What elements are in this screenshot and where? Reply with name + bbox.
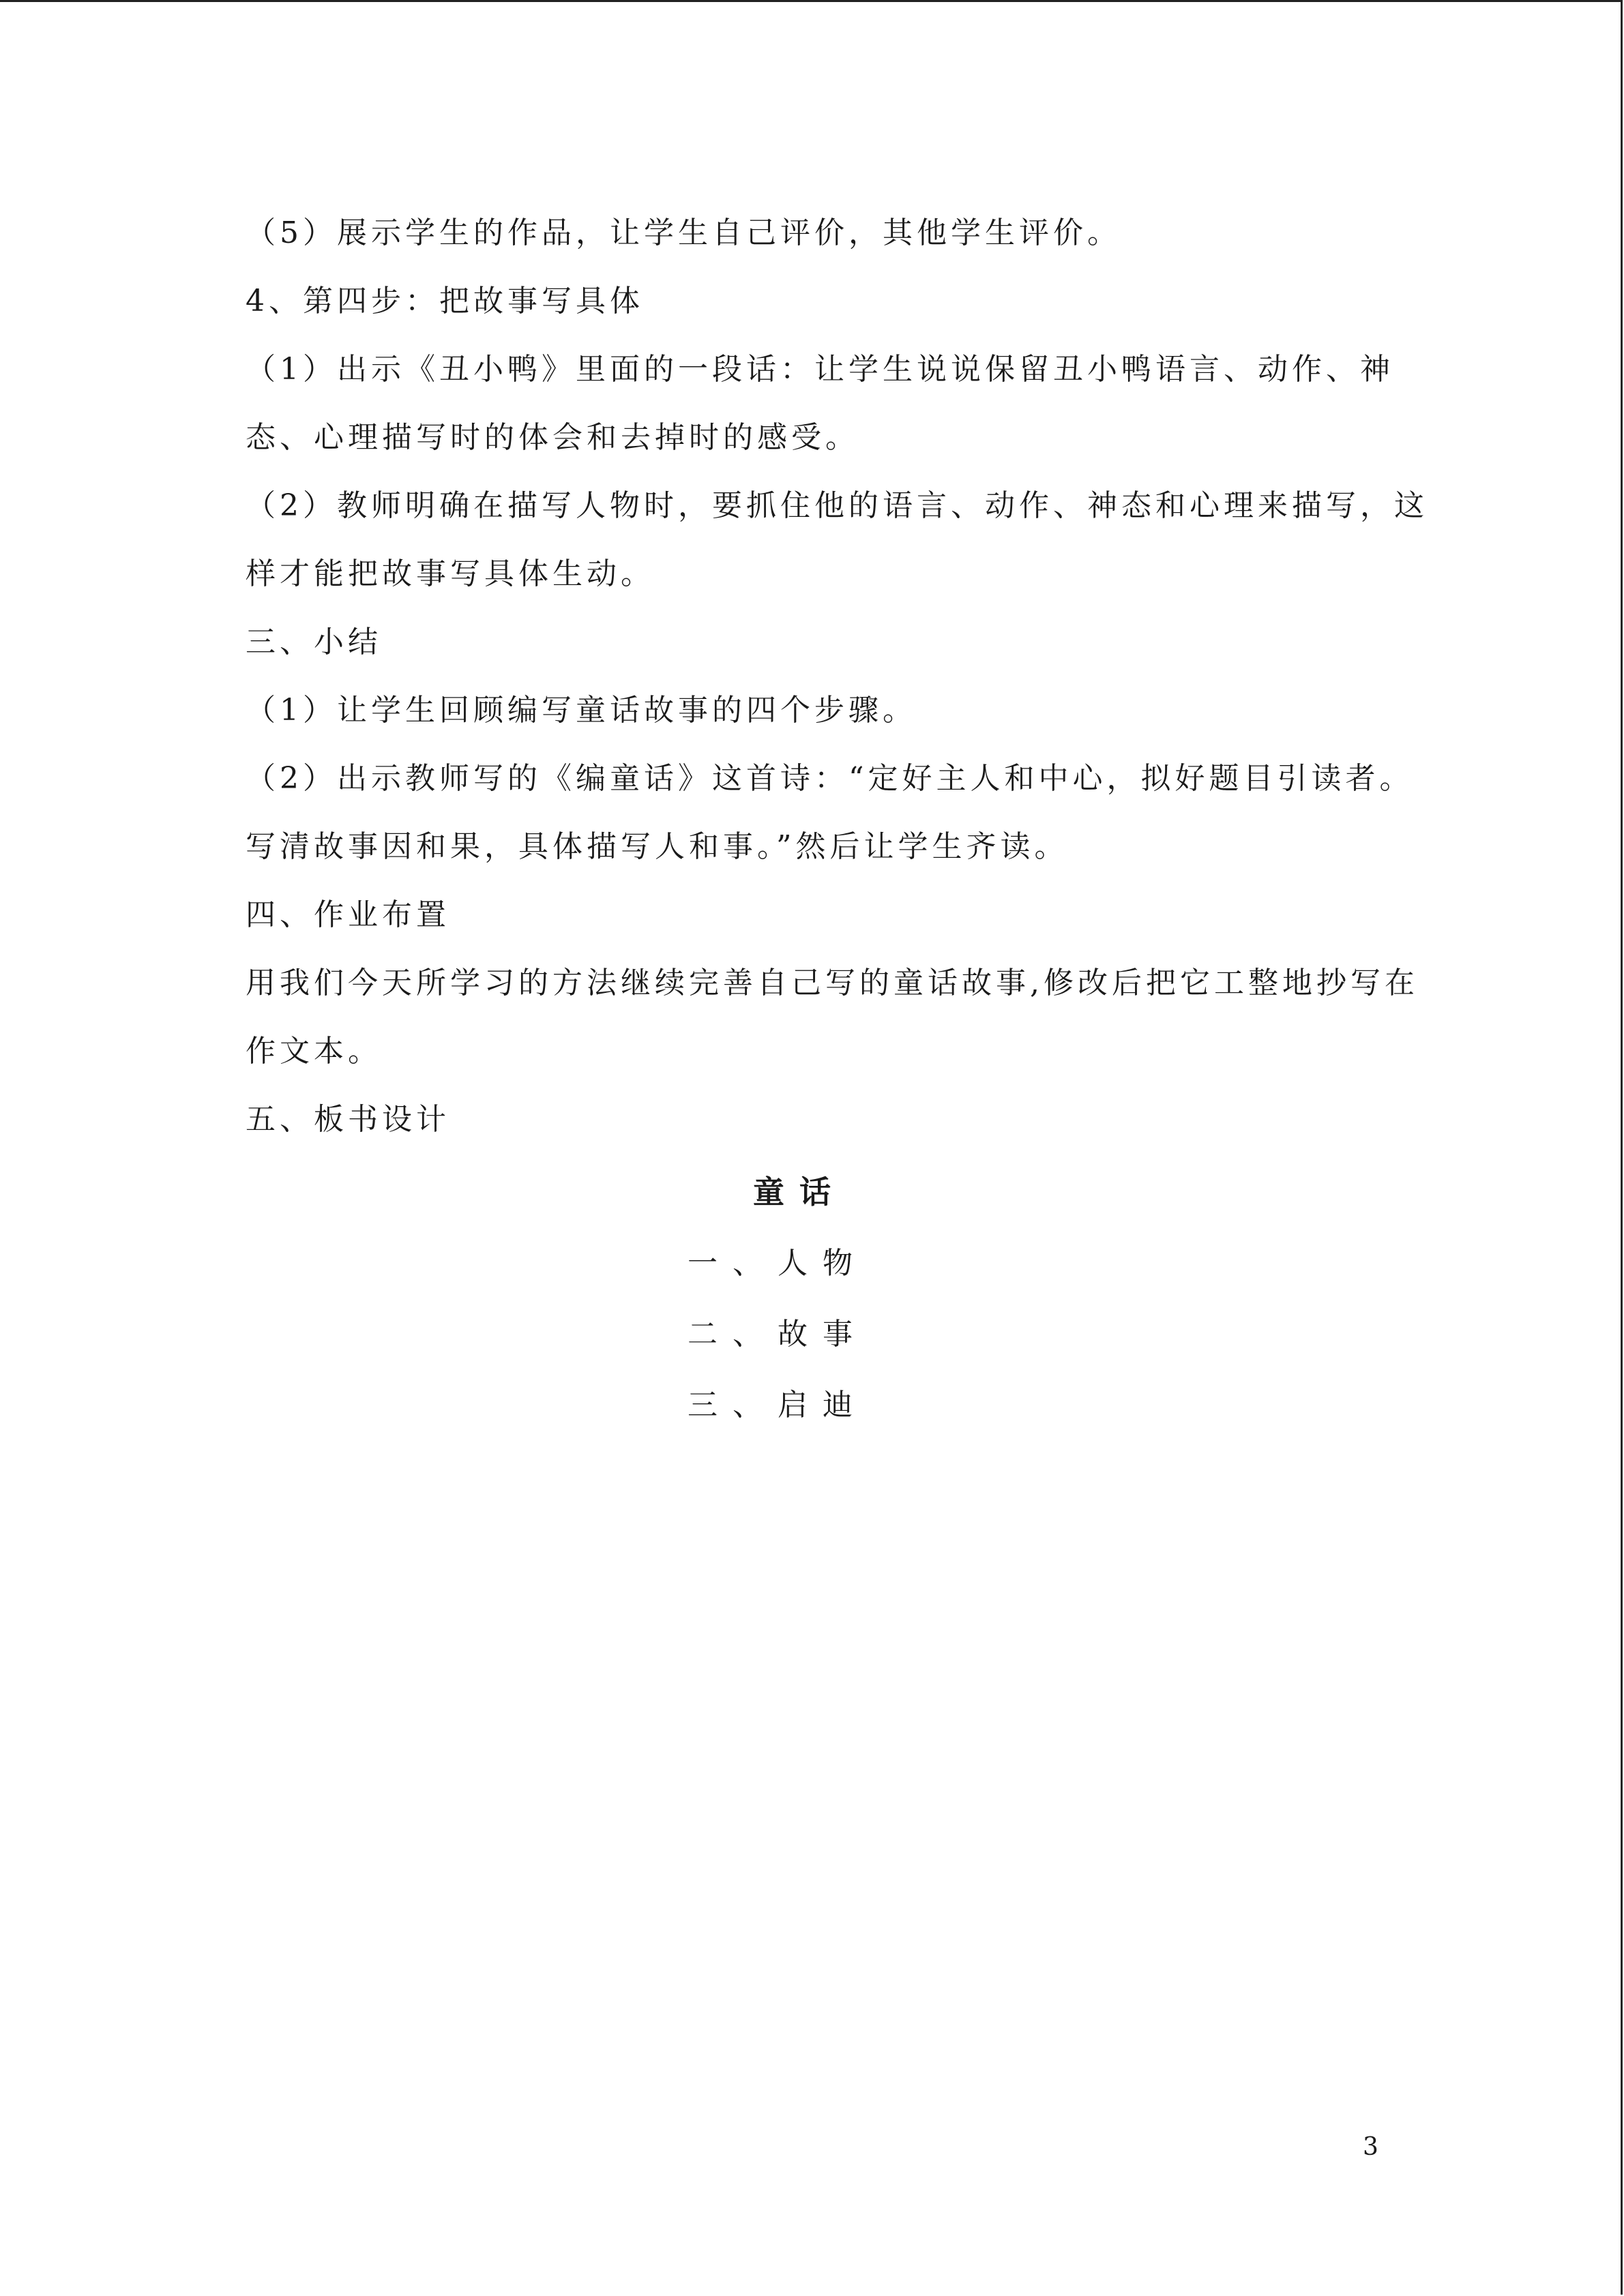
paragraph-ugly-duckling-line1: （1）出示《丑小鸭》里面的一段话：让学生说说保留丑小鸭语言、动作、神 xyxy=(246,352,1394,387)
board-title: 童话 xyxy=(753,1174,846,1210)
paragraph-teacher-clarify-line1: （2）教师明确在描写人物时，要抓住他的语言、动作、神态和心理来描写，这 xyxy=(246,488,1428,523)
board-item-characters: 一、人物 xyxy=(688,1246,868,1281)
paragraph-poem-line2: 写清故事因和果，具体描写人和事。”然后让学生齐读。 xyxy=(246,829,1069,864)
board-item-story: 二、故事 xyxy=(688,1317,868,1352)
paragraph-homework-line2: 作文本。 xyxy=(246,1034,382,1069)
document-body xyxy=(246,199,1428,1154)
section-heading-board-design: 五、板书设计 xyxy=(246,1102,450,1137)
paragraph-teacher-clarify-line2: 样才能把故事写具体生动。 xyxy=(246,556,655,591)
paragraph-poem-line1: （2）出示教师写的《编童话》这首诗：“定好主人和中心，拟好题目引读者。 xyxy=(246,761,1414,796)
section-heading-summary: 三、小结 xyxy=(246,625,382,659)
paragraph-ugly-duckling-line2: 态、心理描写时的体会和去掉时的感受。 xyxy=(246,420,859,455)
paragraph-review-steps: （1）让学生回顾编写童话故事的四个步骤。 xyxy=(246,693,917,728)
section-heading-homework: 四、作业布置 xyxy=(246,897,450,932)
page-number: 3 xyxy=(1363,2133,1378,2161)
paragraph-step5-display-works: （5）展示学生的作品，让学生自己评价，其他学生评价。 xyxy=(246,215,1121,250)
paragraph-homework-line1: 用我们今天所学习的方法继续完善自己写的童话故事,修改后把它工整地抄写在 xyxy=(246,966,1419,1000)
board-item-inspiration: 三、启迪 xyxy=(688,1388,868,1422)
paragraph-step-four-heading: 4、第四步：把故事写具体 xyxy=(246,284,644,318)
